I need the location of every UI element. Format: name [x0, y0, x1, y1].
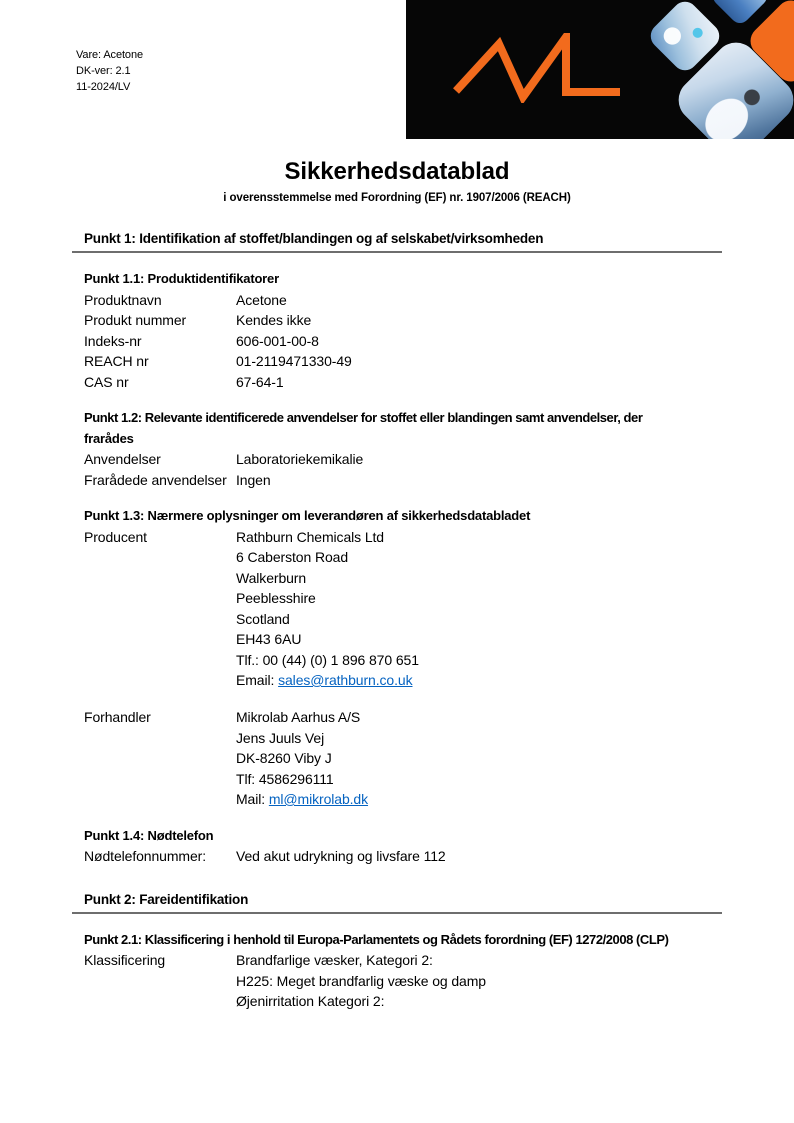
row-label: Produkt nummer [84, 312, 187, 328]
classification-block [72, 950, 722, 1012]
row-value: Kendes ikke [236, 312, 312, 328]
table-row [72, 449, 722, 470]
table-row [72, 290, 722, 311]
ref-date: 11-2024/LV [76, 81, 131, 93]
table-row [72, 846, 722, 867]
email-line [236, 670, 722, 691]
address-line: EH43 6AU [236, 631, 302, 647]
address-line: 6 Caberston Road [236, 549, 349, 565]
row-label: Indeks-nr [84, 332, 142, 349]
address-line: Scotland [236, 610, 290, 627]
producer-address [236, 527, 722, 691]
email-label: Email: [236, 672, 279, 688]
section-1-4-heading: Punkt 1.4: Nødtelefon [84, 827, 214, 843]
classification-line: Øjenirritation Kategori 2: [236, 993, 385, 1009]
address-line: DK-8260 Viby J [236, 750, 332, 766]
classification-lines [236, 950, 722, 1012]
row-label: Frarådede anvendelser [84, 471, 227, 488]
section-2-1-heading: Punkt 2.1: Klassificering i henhold til Europa-Parlamentets og Rådets forordning (EF) 1272/2008 (CLP) [84, 931, 669, 947]
address-line: Rathburn Chemicals Ltd [236, 528, 384, 545]
section-1-1-heading: Punkt 1.1: Produktidentifikatorer [84, 271, 279, 286]
document-subtitle: i overensstemmelse med Forordning (EF) nr. 1907/2006 (REACH) [223, 192, 571, 204]
document-refs [76, 47, 143, 95]
table-row [72, 351, 722, 372]
identified-uses [72, 449, 722, 490]
product-identifiers [72, 290, 722, 393]
document-title: Sikkerhedsdatablad [284, 158, 510, 185]
row-value: Laboratoriekemikalie [236, 451, 364, 467]
section-1-3-heading: Punkt 1.3: Nærmere oplysninger om leverandøren af sikkerhedsdatabladet [84, 508, 531, 523]
address-line: Jens Juuls Vej [236, 729, 325, 746]
section-1-2-heading [72, 408, 722, 449]
address-line: Peeblesshire [236, 590, 316, 606]
email-line [236, 789, 722, 810]
document-body [72, 139, 722, 1012]
row-label: Anvendelser [84, 451, 161, 467]
section-2-heading: Punkt 2: Fareidentifikation [72, 891, 722, 914]
table-row [72, 331, 722, 352]
ref-version: DK-ver: 2.1 [76, 65, 131, 77]
row-label: REACH nr [84, 353, 149, 369]
phone-line: Tlf.: 00 (44) (0) 1 896 870 651 [236, 651, 419, 668]
heading-line: frarådes [84, 430, 134, 446]
classification-line: H225: Meget brandfarlig væske og damp [236, 972, 486, 989]
row-value: 67-64-1 [236, 373, 284, 390]
producer-block [72, 527, 722, 691]
section-1-heading: Punkt 1: Identifikation af stoffet/blandingen og af selskabet/virksomheden [72, 230, 722, 253]
row-value: 01-2119471330-49 [236, 353, 352, 369]
phone-line: Tlf: 4586296111 [236, 770, 334, 787]
address-line: Walkerburn [236, 569, 307, 586]
row-label: Forhandler [84, 709, 151, 725]
ref-product: Vare: Acetone [76, 49, 143, 61]
row-value: Ved akut udrykning og livsfare 112 [236, 848, 446, 864]
distributor-address [236, 707, 722, 810]
address-line: Mikrolab Aarhus A/S [236, 709, 361, 725]
email-label: Mail: [236, 791, 269, 807]
mikrolab-logo-icon [452, 33, 624, 103]
row-label: Klassificering [84, 952, 166, 968]
row-label: CAS nr [84, 373, 129, 390]
table-row [72, 372, 722, 393]
header-banner [406, 0, 794, 139]
classification-line: Brandfarlige væsker, Kategori 2: [236, 952, 433, 968]
heading-line: Punkt 1.2: Relevante identificerede anvendelser for stoffet eller blandingen samt anvendelser, der [84, 410, 643, 425]
row-value: Acetone [236, 291, 287, 308]
distributor-block [72, 707, 722, 810]
row-value: Ingen [236, 471, 271, 488]
table-row [72, 470, 722, 491]
row-value: 606-001-00-8 [236, 332, 319, 349]
distributor-email-link[interactable]: ml@mikrolab.dk [268, 791, 369, 807]
row-label: Nødtelefonnummer: [84, 848, 207, 864]
row-label: Produktnavn [84, 291, 162, 308]
producer-email-link[interactable]: sales@rathburn.co.uk [278, 672, 413, 688]
row-label: Producent [84, 528, 147, 545]
table-row [72, 310, 722, 331]
